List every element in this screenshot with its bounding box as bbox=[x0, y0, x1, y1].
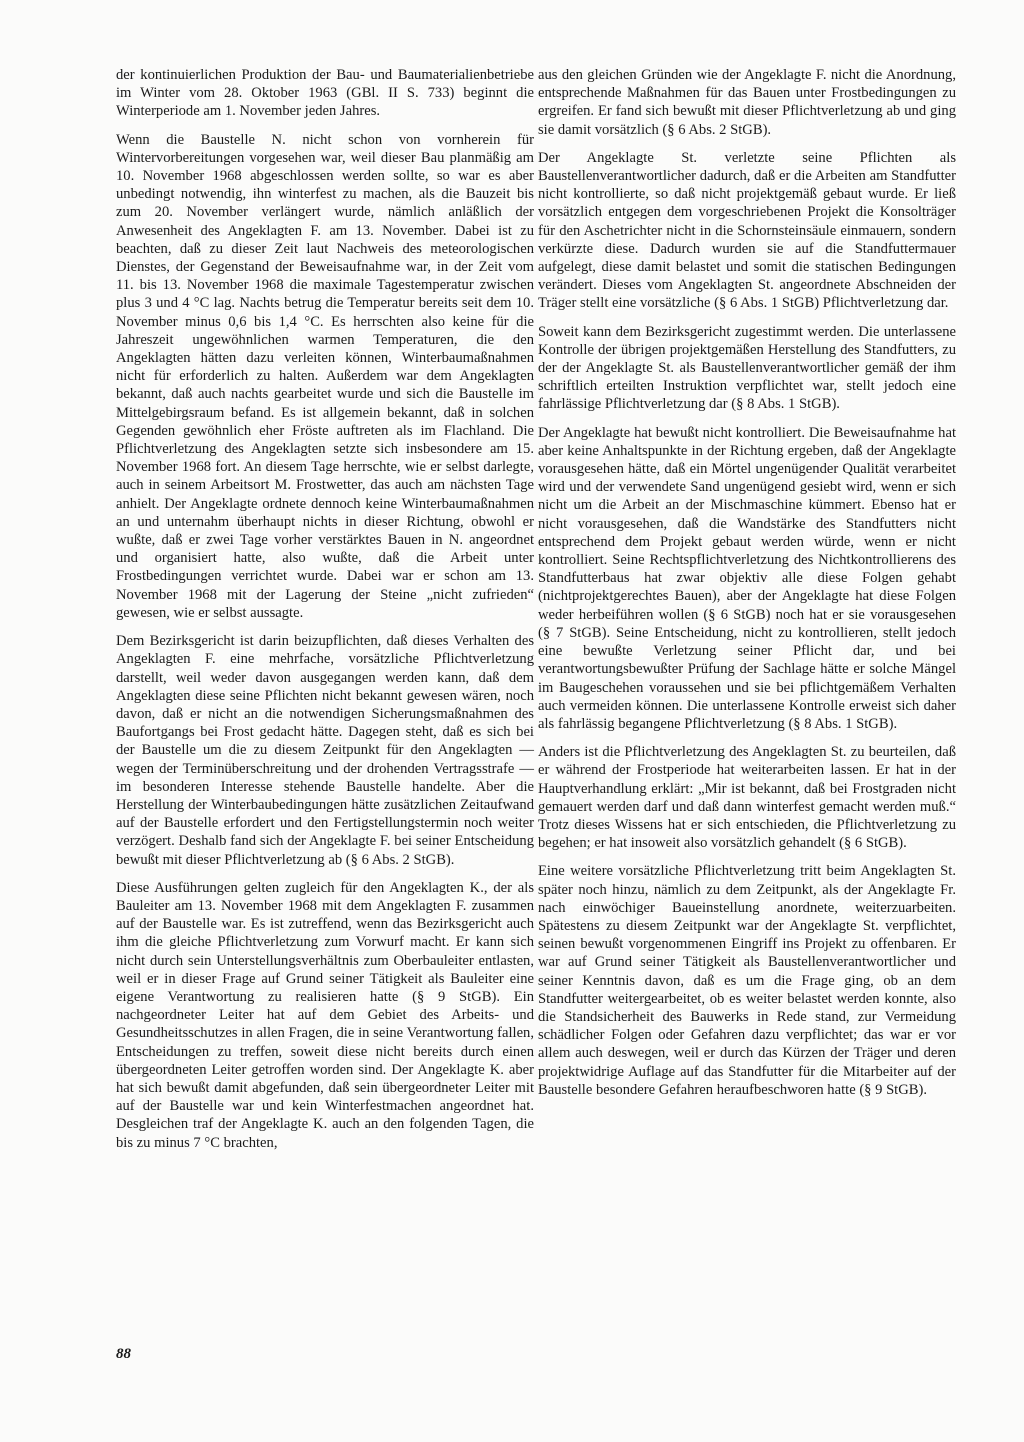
paragraph: Wenn die Baustelle N. nicht schon von vornherein für Wintervorbereitungen vorgesehen war, weil dieser Bau planmäßig am 10. November 1968 abgeschlossen werden sollte, so war es aber unbedingt notwendig, ihn winterfest zu machen, als die Bauzeit bis zum 20. November verlängert wurde, nämlich anläßlich der Anwesenheit des Angeklagten F. am 13. November. Dabei ist zu beachten, daß zu dieser Zeit laut Nachweis des meteorologischen Dienstes, der Gegenstand der Beweisaufnahme war, in der Zeit vom 11. bis 13. November 1968 die maximale Tagestemperatur zwischen plus 3 und 4 °C lag. Nachts betrug die Temperatur bereits seit dem 10. November minus 0,6 bis 1,4 °C. Es herrschten also keine für die Jahreszeit ungewöhnlichen warmen Temperaturen, die den Angeklagten hätten dazu verleiten können, Winterbaumaßnahmen nicht für erforderlich zu halten. Außerdem war dem Angeklagten bekannt, daß auch nachts gearbeitet wurde und sich die Baustelle im Mittelgebirgsraum befand. Es ist allgemein bekannt, daß in solchen Gegenden gewöhnlich eher Fröste auftreten als im Flachland. Die Pflichtverletzung des Angeklagten setzte sich insbesondere am 15. November 1968 fort. An diesem Tage herrschte, wie er selbst darlegte, auch in seinem Arbeitsort M. Frostwetter, das auch am nächsten Tage anhielt. Der Angeklagte ordnete dennoch keine Winterbaumaßnahmen an und unternahm überhaupt nichts in dieser Richtung, obwohl er wußte, daß er zwei Tage vorher verstärktes Bauen in N. angeordnet und organisiert hatte, also wußte, daß die Arbeit unter Frostbedingungen verrichtet wurde. Dabei war er schon am 13. November 1968 mit der Lagerung der Steine „nicht zufrieden“ gewesen, wie er selbst aussagte. bbox=[116, 131, 534, 621]
left-column bbox=[116, 66, 534, 1162]
paragraph: Soweit kann dem Bezirksgericht zugestimmt werden. Die unterlassene Kontrolle der übrigen projektgemäßen Herstellung des Standfutters, zu der der Angeklagte St. als Baustellenverantwortlicher gemäß der ihm schriftlich erteilten Instruktion verpflichtet war, stellt jedoch eine fahrlässige Pflichtverletzung dar (§ 8 Abs. 1 StGB). bbox=[538, 323, 956, 413]
paragraph: Der Angeklagte hat bewußt nicht kontrolliert. Die Beweisaufnahme hat aber keine Anhaltspunkte in der Richtung ergeben, daß der Angeklagte vorausgesehen hätte, daß ein Mörtel ungenügender Qualität verarbeitet wird und der verwendete Sand ungenügend gesiebt wird, wenn er sich nicht um die Arbeit an der Mischmaschine kümmert. Ebenso hat er nicht vorausgesehen, daß die Wandstärke des Standfutters nicht entsprechend dem Projekt gebaut werden würde, wenn er nicht kontrolliert. Seine Rechtspflichtverletzung des Nichtkontrollierens des Standfutterbaus hat zwar objektiv alle diese Folgen gehabt (nichtprojektgerechtes Bauen), aber der Angeklagte hat diese Folgen weder herbeiführen wollen (§ 6 StGB) noch hat er sie vorausgesehen (§ 7 StGB). Seine Entscheidung, nicht zu kontrollieren, stellt jedoch eine bewußte Verletzung seiner Pflicht dar, und bei verantwortungsbewußter Prüfung der Sachlage hätte er solche Mängel im Baugeschehen voraussehen und sie bei pflichtgemäßem Verhalten auch vermeiden können. Die unterlassene Kontrolle erweist sich daher als fahrlässig begangene Pflichtverletzung (§ 8 Abs. 1 StGB). bbox=[538, 424, 956, 732]
paragraph: der kontinuierlichen Produktion der Bau- und Baumaterialienbetriebe im Winter vom 28. Oktober 1963 (GBl. II S. 733) beginnt die Winterperiode am 1. November jeden Jahres. bbox=[116, 67, 534, 120]
paragraph: Der Angeklagte St. verletzte seine Pflichten als Baustellenverantwortlicher dadurch, daß er die Arbeiten am Standfutter nicht kontrollierte, so daß nicht projektgemäß gebaut wurde. Er ließ vorsätzlich entgegen dem vorgeschriebenen Projekt die Konsolträger für den Aschetrichter nicht in die Schornsteinsäule einmauern, sondern verkürzte diese. Dadurch wurden sie auf die Standfuttermauer aufgelegt, diese damit belastet und somit die statischen Bedingungen verändert. Dieses vom Angeklagten St. angeordnete Abschneiden der Träger stellt eine vorsätzliche (§ 6 Abs. 1 StGB) Pflichtverletzung dar. bbox=[538, 149, 956, 312]
paragraph: Dem Bezirksgericht ist darin beizupflichten, daß dieses Verhalten des Angeklagten F. eine mehrfache, vorsätzliche Pflichtverletzung darstellt, weil weder davon ausgegangen werden kann, daß dem Angeklagten diese seine Pflichten nicht bekannt gewesen wären, noch davon, daß er nicht an die notwendigen Sicherungsmaßnahmen des Baufortgangs bei Frost gedacht hätte. Dagegen steht, daß es sich bei der Baustelle um die zu diesem Zeitpunkt für den Angeklagten — wegen der Terminüberschreitung und der drohenden Vertragsstrafe — im besonderen Interesse stehende Baustelle handelte. Aber die Herstellung der Winterbaubedingungen hätte zusätzlichen Zeitaufwand auf der Baustelle erfordert und den Fertigstellungstermin noch weiter verzögert. Deshalb fand sich der Angeklagte F. bei seiner Entscheidung bewußt mit dieser Pflichtverletzung ab (§ 6 Abs. 2 StGB). bbox=[116, 633, 534, 868]
page-number: 88 bbox=[116, 1346, 131, 1362]
paragraph: aus den gleichen Gründen wie der Angeklagte F. nicht die Anordnung, entsprechende Maßnahmen für das Bauen unter Frostbedingungen zu ergreifen. Er fand sich bewußt mit dieser Pflichtverletzung ab und ging sie damit vorsätzlich (§ 6 Abs. 2 StGB). bbox=[538, 67, 956, 138]
paragraph: Anders ist die Pflichtverletzung des Angeklagten St. zu beurteilen, daß er während der Frostperiode hat weiterarbeiten lassen. Er hat in der Hauptverhandlung erklärt: „Mir ist bekannt, daß bei Frostgraden nicht gemauert werden darf und daß dann winterfest gemacht werden muß.“ Trotz dieses Wissens hat er sich entschieden, die Pflichtverletzung zu begehen; er hat insoweit also vorsätzlich gehandelt (§ 6 StGB). bbox=[538, 744, 956, 852]
paragraph: Diese Ausführungen gelten zugleich für den Angeklagten K., der als Bauleiter am 13. November 1968 mit dem Angeklagten F. zusammen auf der Baustelle war. Es ist zutreffend, wenn das Bezirksgericht auch ihm die gleiche Pflichtverletzung zum Vorwurf macht. Er kann sich nicht durch sein Unterstellungsverhältnis zum Oberbauleiter entlasten, weil er in dieser Frage auf Grund seiner Tätigkeit als Bauleiter eine eigene Verantwortung zu realisieren hatte (§ 9 StGB). Ein nachgeordneter Leiter hat auf dem Gebiet des Arbeits- und Gesundheitsschutzes in allen Fragen, die in seine Verantwortung fallen, Entscheidungen zu treffen, soweit diese nicht bereits durch einen übergeordneten Leiter getroffen worden sind. Der Angeklagte K. aber hat sich bewußt damit abgefunden, daß sein übergeordneter Leiter mit auf der Baustelle war und kein Winterfestmachen angeordnet hat. Desgleichen traf der Angeklagte K. auch an den folgenden Tagen, die bis zu minus 7 °C brachten, bbox=[116, 879, 534, 1151]
paragraph: Eine weitere vorsätzliche Pflichtverletzung tritt beim Angeklagten St. später noch hinzu, nämlich zu dem Zeitpunkt, als der Angeklagte Fr. nach einwöchiger Baueinstellung anordnete, weiterzuarbeiten. Spätestens zu diesem Zeitpunkt war der Angeklagte St. verpflichtet, seinen bewußt vorgenommenen Eingriff ins Projekt zu offenbaren. Er war auf Grund seiner Tätigkeit als Baustellenverantwortlicher und seiner Kenntnis davon, daß es um die Frage ging, ob an dem Standfutter weitergearbeitet, ob es weiter belastet werden konnte, also die Standsicherheit des Bauwerks in Rede stand, zur Vermeidung schädlicher Folgen oder Gefahren dazu verpflichtet; das war er vor allem auch deswegen, weil er durch das Kürzen der Träger und deren projektwidrige Auflage auf das Standfutter für die Mitarbeiter auf der Baustelle besondere Gefahren heraufbeschworen hatte (§ 9 StGB). bbox=[538, 863, 956, 1098]
right-column bbox=[538, 66, 956, 1109]
